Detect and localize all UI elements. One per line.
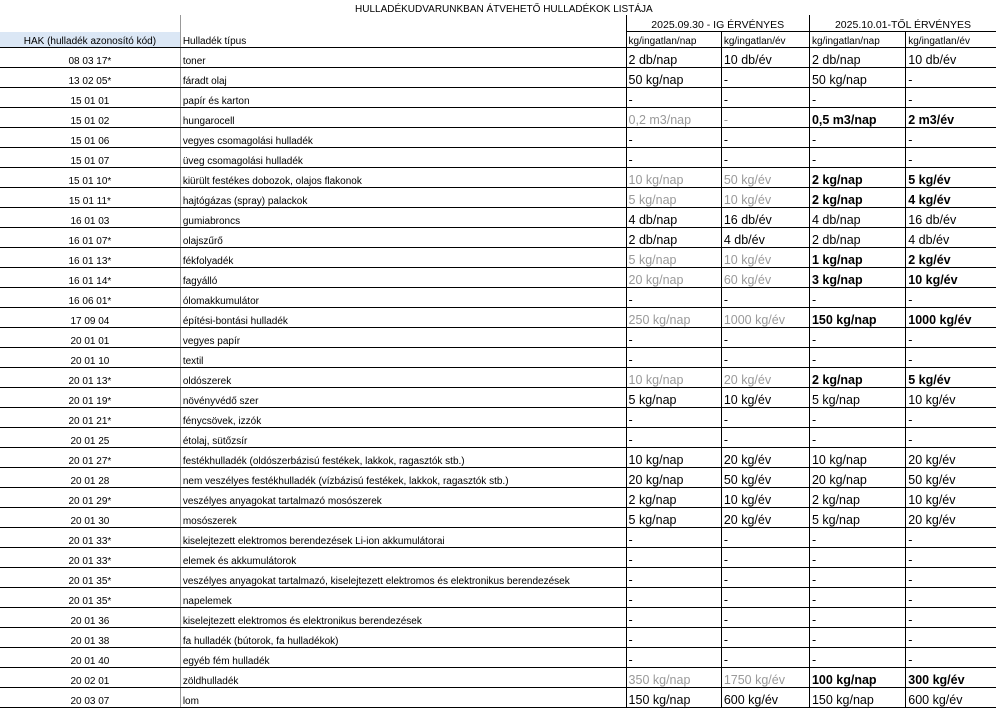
row-value-2: - [721, 588, 809, 608]
row-value-1: 5 kg/nap [626, 188, 721, 208]
row-value-3: 150 kg/nap [809, 688, 905, 708]
table-row [0, 568, 996, 588]
row-value-1: - [626, 608, 721, 628]
table-row [0, 48, 996, 68]
row-value-3: 2 kg/nap [809, 488, 905, 508]
row-value-4: 10 kg/év [906, 488, 996, 508]
row-value-1: 10 kg/nap [626, 448, 721, 468]
table-row [0, 628, 996, 648]
row-value-1: - [626, 588, 721, 608]
row-value-2: - [721, 328, 809, 348]
row-value-2: - [721, 68, 809, 88]
header-until-peryear: kg/ingatlan/év [721, 32, 809, 48]
row-value-2: - [721, 428, 809, 448]
row-type: hungarocell [180, 108, 626, 128]
table-row [0, 548, 996, 568]
row-value-3: 4 db/nap [809, 208, 905, 228]
row-code: 20 01 13* [0, 368, 180, 388]
row-value-4: 5 kg/év [906, 168, 996, 188]
table-row [0, 328, 996, 348]
row-value-2: 4 db/év [721, 228, 809, 248]
row-value-3: - [809, 588, 905, 608]
row-code: 20 01 25 [0, 428, 180, 448]
row-type: veszélyes anyagokat tartalmazó, kiselejtezett elektromos és elektronikus berendezések [180, 568, 626, 588]
row-value-4: 4 db/év [906, 228, 996, 248]
row-value-1: 150 kg/nap [626, 688, 721, 708]
row-type: napelemek [180, 588, 626, 608]
row-value-2: 16 db/év [721, 208, 809, 228]
row-value-4: - [906, 588, 996, 608]
header-from-peryear: kg/ingatlan/év [906, 32, 996, 48]
row-value-4: 4 kg/év [906, 188, 996, 208]
row-value-2: - [721, 108, 809, 128]
row-value-2: - [721, 548, 809, 568]
row-value-1: - [626, 628, 721, 648]
table-row [0, 508, 996, 528]
table-row [0, 248, 996, 268]
row-value-1: - [626, 148, 721, 168]
row-value-3: - [809, 608, 905, 628]
row-code: 20 01 33* [0, 528, 180, 548]
table-row [0, 688, 996, 708]
table-row [0, 308, 996, 328]
header-code: HAK (hulladék azonosító kód) [0, 32, 180, 48]
row-value-4: - [906, 608, 996, 628]
row-code: 20 01 33* [0, 548, 180, 568]
row-value-3: 2 kg/nap [809, 368, 905, 388]
row-code: 20 01 10 [0, 348, 180, 368]
row-value-1: - [626, 428, 721, 448]
row-value-4: 600 kg/év [906, 688, 996, 708]
row-value-2: 600 kg/év [721, 688, 809, 708]
table-row [0, 128, 996, 148]
row-value-3: 0,5 m3/nap [809, 108, 905, 128]
row-value-3: 5 kg/nap [809, 508, 905, 528]
table-row [0, 648, 996, 668]
row-value-3: 5 kg/nap [809, 388, 905, 408]
table-row [0, 388, 996, 408]
row-value-2: - [721, 648, 809, 668]
table-row [0, 368, 996, 388]
row-code: 20 01 27* [0, 448, 180, 468]
row-value-3: - [809, 648, 905, 668]
row-value-4: - [906, 328, 996, 348]
table-row [0, 668, 996, 688]
row-type: növényvédő szer [180, 388, 626, 408]
row-value-1: 20 kg/nap [626, 268, 721, 288]
period-row [0, 15, 996, 32]
row-type: fa hulladék (bútorok, fa hulladékok) [180, 628, 626, 648]
header-until-perday: kg/ingatlan/nap [626, 32, 721, 48]
row-value-2: - [721, 88, 809, 108]
row-code: 15 01 06 [0, 128, 180, 148]
row-value-1: 5 kg/nap [626, 248, 721, 268]
row-value-4: - [906, 68, 996, 88]
sheet-title: HULLADÉKUDVARUNKBAN ÁTVEHETŐ HULLADÉKOK LISTÁJA [355, 4, 653, 15]
row-type: festékhulladék (oldószerbázisú festékek, lakkok, ragasztók stb.) [180, 448, 626, 468]
row-type: kiselejtezett elektromos és elektronikus berendezések [180, 608, 626, 628]
row-code: 15 01 11* [0, 188, 180, 208]
title-row [0, 0, 996, 15]
row-type: egyéb fém hulladék [180, 648, 626, 668]
table-row [0, 228, 996, 248]
row-value-4: - [906, 88, 996, 108]
row-value-3: 3 kg/nap [809, 268, 905, 288]
row-value-1: 10 kg/nap [626, 368, 721, 388]
row-type: vegyes csomagolási hulladék [180, 128, 626, 148]
row-type: étolaj, sütőzsír [180, 428, 626, 448]
period-until-header: 2025.09.30 - IG ÉRVÉNYES [626, 15, 809, 32]
row-value-3: - [809, 408, 905, 428]
row-type: fagyálló [180, 268, 626, 288]
row-code: 20 01 01 [0, 328, 180, 348]
row-code: 13 02 05* [0, 68, 180, 88]
row-value-2: 20 kg/év [721, 448, 809, 468]
row-code: 08 03 17* [0, 48, 180, 68]
row-type: olajszűrő [180, 228, 626, 248]
row-value-4: 20 kg/év [906, 508, 996, 528]
row-code: 15 01 10* [0, 168, 180, 188]
period-spacer-1 [0, 15, 180, 32]
row-type: üveg csomagolási hulladék [180, 148, 626, 168]
row-value-2: 1750 kg/év [721, 668, 809, 688]
row-type: veszélyes anyagokat tartalmazó mosószerek [180, 488, 626, 508]
row-value-1: - [626, 128, 721, 148]
row-value-2: 50 kg/év [721, 168, 809, 188]
row-value-3: 2 db/nap [809, 48, 905, 68]
row-value-1: - [626, 648, 721, 668]
row-code: 20 03 07 [0, 688, 180, 708]
row-value-3: - [809, 128, 905, 148]
row-code: 20 01 40 [0, 648, 180, 668]
row-value-3: - [809, 568, 905, 588]
row-value-2: 10 kg/év [721, 388, 809, 408]
period-from-header: 2025.10.01-TŐL ÉRVÉNYES [809, 15, 996, 32]
row-value-2: 10 kg/év [721, 188, 809, 208]
row-value-1: 50 kg/nap [626, 68, 721, 88]
row-value-1: - [626, 288, 721, 308]
row-code: 15 01 01 [0, 88, 180, 108]
row-code: 16 06 01* [0, 288, 180, 308]
row-value-2: 10 kg/év [721, 488, 809, 508]
row-type: kiselejtezett elektromos berendezések Li-ion akkumulátorai [180, 528, 626, 548]
row-value-2: 1000 kg/év [721, 308, 809, 328]
row-value-3: - [809, 288, 905, 308]
row-value-1: 5 kg/nap [626, 508, 721, 528]
row-code: 20 01 35* [0, 568, 180, 588]
table-row [0, 108, 996, 128]
row-value-4: - [906, 148, 996, 168]
row-value-2: 20 kg/év [721, 368, 809, 388]
row-value-1: - [626, 528, 721, 548]
row-value-1: - [626, 568, 721, 588]
table-row [0, 588, 996, 608]
row-code: 20 02 01 [0, 668, 180, 688]
row-value-3: 2 kg/nap [809, 168, 905, 188]
row-code: 15 01 02 [0, 108, 180, 128]
row-value-1: 2 kg/nap [626, 488, 721, 508]
column-header-row [0, 32, 996, 48]
period-spacer-2 [180, 15, 626, 32]
table-row [0, 428, 996, 448]
row-code: 20 01 36 [0, 608, 180, 628]
row-value-4: - [906, 408, 996, 428]
row-value-2: - [721, 408, 809, 428]
row-code: 17 09 04 [0, 308, 180, 328]
row-code: 16 01 14* [0, 268, 180, 288]
row-type: lom [180, 688, 626, 708]
row-type: fáradt olaj [180, 68, 626, 88]
row-type: toner [180, 48, 626, 68]
row-value-4: 10 kg/év [906, 268, 996, 288]
row-value-1: - [626, 408, 721, 428]
table-row [0, 148, 996, 168]
row-value-4: 1000 kg/év [906, 308, 996, 328]
row-value-3: - [809, 428, 905, 448]
row-value-4: - [906, 288, 996, 308]
row-value-4: - [906, 568, 996, 588]
row-value-3: - [809, 528, 905, 548]
row-value-3: 20 kg/nap [809, 468, 905, 488]
row-value-4: - [906, 628, 996, 648]
row-code: 20 01 38 [0, 628, 180, 648]
row-type: vegyes papír [180, 328, 626, 348]
row-value-3: - [809, 148, 905, 168]
row-type: textil [180, 348, 626, 368]
row-type: mosószerek [180, 508, 626, 528]
row-type: zöldhulladék [180, 668, 626, 688]
row-value-2: 60 kg/év [721, 268, 809, 288]
table-row [0, 268, 996, 288]
row-code: 15 01 07 [0, 148, 180, 168]
row-value-1: 0,2 m3/nap [626, 108, 721, 128]
row-code: 20 01 35* [0, 588, 180, 608]
table-row [0, 348, 996, 368]
row-value-3: 150 kg/nap [809, 308, 905, 328]
table-row [0, 448, 996, 468]
row-value-4: 16 db/év [906, 208, 996, 228]
row-code: 20 01 30 [0, 508, 180, 528]
row-type: hajtógázas (spray) palackok [180, 188, 626, 208]
row-value-1: 2 db/nap [626, 228, 721, 248]
row-type: gumiabroncs [180, 208, 626, 228]
row-value-1: 10 kg/nap [626, 168, 721, 188]
row-value-1: 2 db/nap [626, 48, 721, 68]
row-value-3: 100 kg/nap [809, 668, 905, 688]
row-value-3: 10 kg/nap [809, 448, 905, 468]
row-type: oldószerek [180, 368, 626, 388]
table-row [0, 528, 996, 548]
row-value-4: 300 kg/év [906, 668, 996, 688]
row-code: 20 01 29* [0, 488, 180, 508]
row-value-3: 2 kg/nap [809, 188, 905, 208]
row-value-4: 5 kg/év [906, 368, 996, 388]
row-value-1: - [626, 328, 721, 348]
row-type: nem veszélyes festékhulladék (vízbázisú festékek, lakkok, ragasztók stb.) [180, 468, 626, 488]
row-code: 20 01 19* [0, 388, 180, 408]
header-from-perday: kg/ingatlan/nap [809, 32, 905, 48]
row-value-2: - [721, 568, 809, 588]
row-value-2: - [721, 528, 809, 548]
row-type: fénycsövek, izzók [180, 408, 626, 428]
row-value-4: 20 kg/év [906, 448, 996, 468]
table-row [0, 468, 996, 488]
row-value-1: 20 kg/nap [626, 468, 721, 488]
row-value-1: 250 kg/nap [626, 308, 721, 328]
row-type: ólomakkumulátor [180, 288, 626, 308]
row-value-2: - [721, 128, 809, 148]
row-value-4: 2 m3/év [906, 108, 996, 128]
row-code: 20 01 21* [0, 408, 180, 428]
row-code: 16 01 03 [0, 208, 180, 228]
row-value-3: - [809, 548, 905, 568]
row-value-3: - [809, 88, 905, 108]
row-value-1: - [626, 348, 721, 368]
row-value-3: 50 kg/nap [809, 68, 905, 88]
row-code: 16 01 07* [0, 228, 180, 248]
row-value-4: - [906, 548, 996, 568]
row-value-4: 10 kg/év [906, 388, 996, 408]
row-value-2: - [721, 608, 809, 628]
row-value-2: - [721, 148, 809, 168]
table-row [0, 208, 996, 228]
row-code: 16 01 13* [0, 248, 180, 268]
table-row [0, 88, 996, 108]
row-code: 20 01 28 [0, 468, 180, 488]
row-type: elemek és akkumulátorok [180, 548, 626, 568]
row-value-4: 50 kg/év [906, 468, 996, 488]
table-row [0, 288, 996, 308]
row-type: papír és karton [180, 88, 626, 108]
row-value-2: - [721, 628, 809, 648]
row-value-3: 2 db/nap [809, 228, 905, 248]
row-value-1: 5 kg/nap [626, 388, 721, 408]
table-row [0, 608, 996, 628]
table-row [0, 408, 996, 428]
table-row [0, 168, 996, 188]
row-value-4: - [906, 428, 996, 448]
row-type: fékfolyadék [180, 248, 626, 268]
row-value-2: 20 kg/év [721, 508, 809, 528]
row-value-1: 4 db/nap [626, 208, 721, 228]
header-type: Hulladék típus [180, 32, 626, 48]
row-value-4: - [906, 348, 996, 368]
row-value-3: - [809, 628, 905, 648]
row-value-3: - [809, 328, 905, 348]
row-value-2: - [721, 288, 809, 308]
row-value-3: 1 kg/nap [809, 248, 905, 268]
row-value-1: 350 kg/nap [626, 668, 721, 688]
row-type: kiürült festékes dobozok, olajos flakonok [180, 168, 626, 188]
row-value-3: - [809, 348, 905, 368]
row-type: építési-bontási hulladék [180, 308, 626, 328]
row-value-4: 2 kg/év [906, 248, 996, 268]
row-value-2: 50 kg/év [721, 468, 809, 488]
row-value-4: - [906, 128, 996, 148]
table-row [0, 68, 996, 88]
row-value-2: 10 kg/év [721, 248, 809, 268]
row-value-4: - [906, 528, 996, 548]
row-value-2: - [721, 348, 809, 368]
row-value-2: 10 db/év [721, 48, 809, 68]
table-row [0, 488, 996, 508]
table-row [0, 188, 996, 208]
row-value-1: - [626, 88, 721, 108]
row-value-4: 10 db/év [906, 48, 996, 68]
row-value-1: - [626, 548, 721, 568]
row-value-4: - [906, 648, 996, 668]
